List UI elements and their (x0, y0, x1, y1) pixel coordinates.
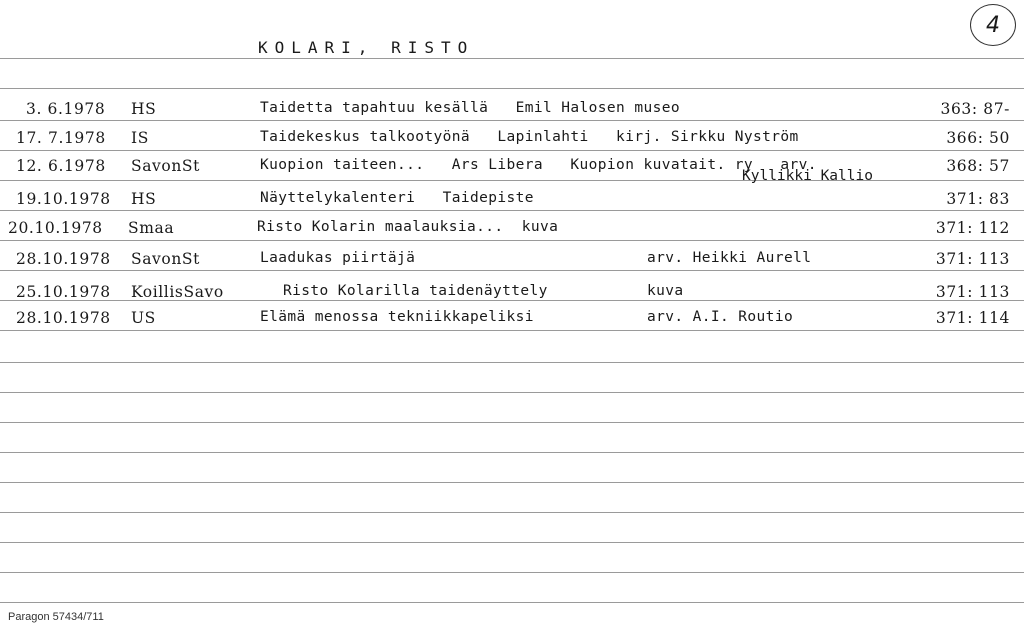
entry-date: 17. 7.1978 (16, 129, 106, 147)
entry-date: 12. 6.1978 (16, 157, 106, 175)
entry-row (0, 100, 1024, 126)
entry-source: HS (131, 190, 157, 208)
ruled-line (0, 542, 1024, 543)
entry-date: 28.10.1978 (16, 250, 111, 268)
entry-ref: 366: 50 (946, 129, 1010, 147)
entry-source: US (131, 309, 156, 327)
entry-text: Kuopion taiteen... Ars Libera Kuopion kuvatait. ry arv. (260, 157, 817, 173)
ruled-line (0, 602, 1024, 603)
entry-ref: 371: 113 (935, 283, 1010, 301)
entry-text: Laadukas piirtäjä (260, 250, 416, 266)
ruled-line (0, 482, 1024, 483)
ruled-line (0, 452, 1024, 453)
entry-date: 3. 6.1978 (26, 100, 106, 118)
entry-source: Smaa (128, 219, 175, 237)
entry-ref: 368: 57 (946, 157, 1010, 175)
entry-text: Näyttelykalenteri Taidepiste (260, 190, 534, 206)
entry-date: 20.10.1978 (8, 219, 103, 237)
ruled-line (0, 572, 1024, 573)
header-rule (0, 58, 1024, 59)
entry-continuation: Kyllikki Kallio (742, 168, 873, 184)
entry-ref: 371: 113 (935, 250, 1010, 268)
entry-date: 28.10.1978 (16, 309, 111, 327)
ruled-line (0, 88, 1024, 89)
entry-source: SavonSt (131, 157, 200, 175)
entry-text: Risto Kolarin maalauksia... kuva (257, 219, 559, 235)
entry-date: 19.10.1978 (16, 190, 111, 208)
ruled-line (0, 392, 1024, 393)
entry-row (0, 283, 1024, 309)
entry-source: SavonSt (131, 250, 200, 268)
entry-reviewer: arv. Heikki Aurell (647, 250, 812, 266)
card-title: KOLARI, RISTO (258, 38, 475, 57)
entry-source: HS (131, 100, 157, 118)
entry-row (0, 250, 1024, 276)
entry-text: Taidetta tapahtuu kesällä Emil Halosen museo (260, 100, 680, 116)
entry-row (0, 219, 1024, 245)
entry-source: IS (131, 129, 149, 147)
entry-text: Elämä menossa tekniikkapeliksi (260, 309, 534, 325)
ruled-line (0, 362, 1024, 363)
entry-ref: 371: 112 (935, 219, 1010, 237)
entry-date: 25.10.1978 (16, 283, 111, 301)
entry-text: Taidekeskus talkootyönä Lapinlahti kirj. Sirkku Nyström (260, 129, 799, 145)
entry-note: kuva (647, 283, 684, 299)
entry-ref: 371: 83 (946, 190, 1010, 208)
entry-row (0, 309, 1024, 335)
entry-reviewer: arv. A.I. Routio (647, 309, 794, 325)
entry-ref: 371: 114 (935, 309, 1010, 327)
page-number-circle: 4 (970, 4, 1016, 46)
entry-ref: 363: 87- (940, 100, 1010, 118)
entry-source: KoillisSavo (131, 283, 224, 301)
entry-text: Risto Kolarilla taidenäyttely (283, 283, 548, 299)
ruled-line (0, 422, 1024, 423)
card-footer: Paragon 57434/711 (8, 611, 104, 623)
entry-row (0, 190, 1024, 216)
ruled-line (0, 512, 1024, 513)
entry-row (0, 129, 1024, 155)
